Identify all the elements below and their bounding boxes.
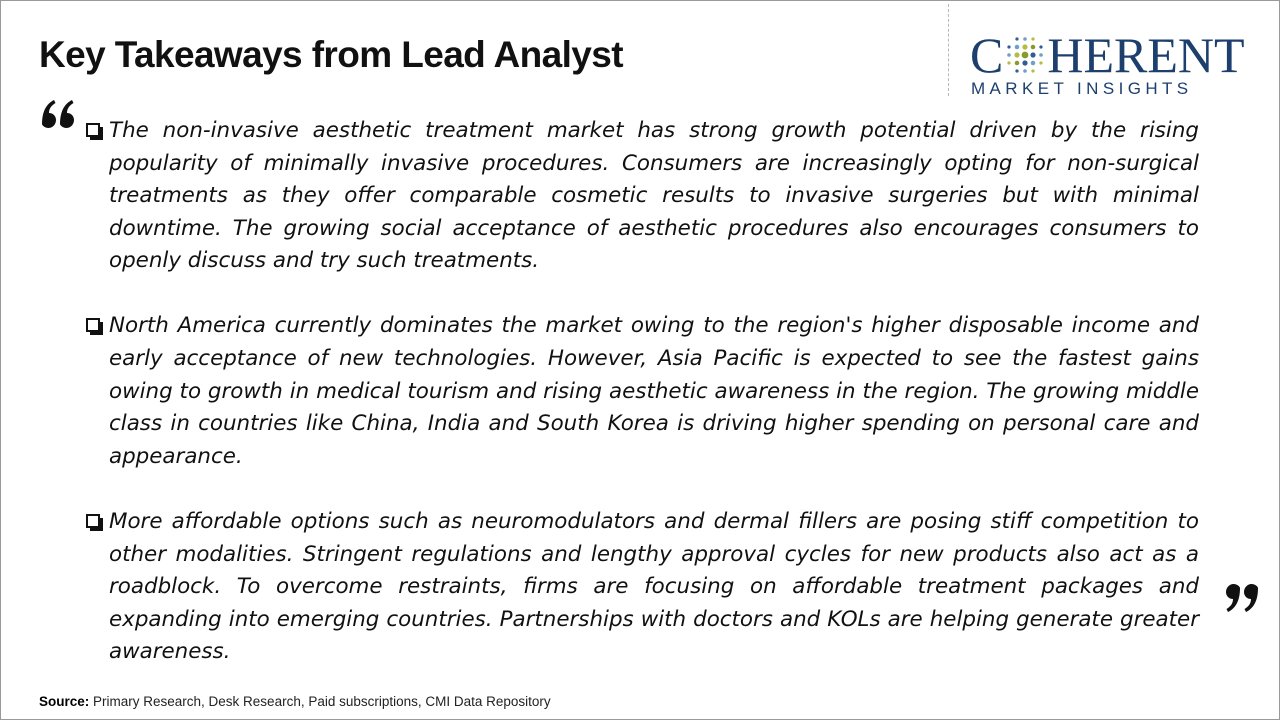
logo-dot — [1040, 45, 1043, 48]
bullet-text: More affordable options such as neuromodulators and dermal fillers are posing stiff competition to other modalities. Stringent regulations and lengthy approval cycles for new products also act as a roadblock. To overcome restraints, firms are focusing on affordable treatment packages and expanding into emerging countries. Partnerships with doctors and KOLs are helping generate greater awareness. — [109, 508, 1199, 665]
logo-dot — [1022, 52, 1029, 59]
logo-dot — [1032, 37, 1035, 40]
logo-divider — [948, 4, 949, 96]
source-label: Source: — [39, 694, 90, 709]
list-item — [86, 115, 1199, 278]
logo-dot — [1032, 69, 1035, 72]
logo-dot — [1024, 37, 1028, 41]
logo-dot — [1031, 61, 1036, 66]
logo-dot — [1008, 61, 1011, 64]
logo-dot — [1016, 69, 1019, 72]
list-item — [86, 310, 1199, 473]
takeaways-list — [86, 115, 1199, 701]
logo-dot — [1031, 52, 1036, 57]
page-title: Key Takeaways from Lead Analyst — [39, 34, 623, 75]
checkbox-icon — [86, 123, 100, 137]
logo-dot — [1024, 69, 1028, 73]
bullet-text: The non-invasive aesthetic treatment market has strong growth potential driven by the rising popularity of minimally invasive procedures. Consumers are increasingly opting for non-surgical treatments as they offer comparable cosmetic results to invasive surgeries but with minimal downtime. The growing social acceptance of aesthetic procedures also encourages consumers to openly discuss and try such treatments. — [109, 118, 1199, 274]
logo-dot — [1008, 45, 1011, 48]
logo-dot — [1040, 53, 1044, 57]
checkbox-icon — [86, 318, 100, 332]
company-logo — [966, 28, 1266, 100]
source-text: Primary Research, Desk Research, Paid subscriptions, CMI Data Repository — [89, 694, 551, 709]
logo-dot — [1040, 61, 1043, 64]
logo-dots-icon — [1004, 35, 1046, 75]
source-note — [39, 694, 551, 709]
quote-open-icon — [40, 94, 76, 138]
logo-wordmark — [970, 28, 1245, 82]
logo-letters-herent: HERENT — [1047, 27, 1245, 83]
logo-dot — [1016, 37, 1019, 40]
logo-dot — [1008, 53, 1012, 57]
logo-letter-c: C — [970, 27, 1004, 83]
logo-dot — [1015, 61, 1020, 66]
list-item — [86, 506, 1199, 669]
checkbox-icon — [86, 514, 100, 528]
logo-dot — [1023, 44, 1028, 49]
logo-dot — [1015, 52, 1020, 57]
bullet-text: North America currently dominates the market owing to the region's higher disposable income and early acceptance of new technologies. However, Asia Pacific is expected to see the fastest gains owing to growth in medical tourism and rising aesthetic awareness in the region. The growing middle class in countries like China, India and South Korea is driving higher spending on personal care and appearance. — [109, 313, 1199, 469]
logo-dot — [1031, 45, 1036, 50]
quote-close-icon — [1224, 582, 1260, 618]
logo-dot — [1015, 45, 1020, 50]
logo-dot — [1023, 60, 1028, 65]
logo-tagline: MARKET INSIGHTS — [971, 79, 1193, 98]
